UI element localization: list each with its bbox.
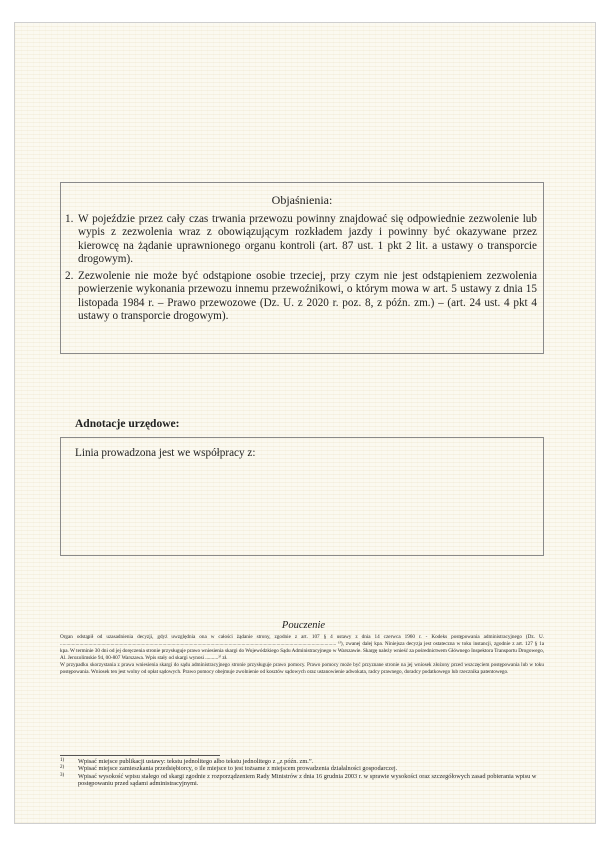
- footnote-divider: [60, 755, 220, 756]
- explanation-number: 1.: [65, 213, 74, 225]
- explanations-list: [65, 213, 537, 327]
- explanations-title: Objaśnienia:: [271, 193, 333, 207]
- footnote-item: [60, 773, 544, 788]
- footnotes: [60, 758, 544, 788]
- footnote-text: Wpisać miejsce zamieszkania przedsiębiorcy, o ile miejsce to jest tożsame z miejscem prowadzenia działalności gospodarczej.: [78, 765, 398, 773]
- explanation-text: Zezwolenie nie może być odstąpione osobie trzeciej, przy czym nie jest odstąpieniem zezwolenia powierzenie wykonania przewozu innemu przewoźnikowi, o którym mowa w art. 5 ustawy z dnia 15 listopada 1984 r. – Prawo przewozowe (Dz. U. z 2020 r. poz. 8, z późn. zm.) – (art. 24 ust. 4 pkt 4 ustawy o transporcie drogowym).: [78, 270, 537, 323]
- explanations-box: [60, 182, 544, 354]
- explanation-number: 2.: [65, 270, 74, 283]
- footnote-number: 3): [60, 772, 65, 778]
- annotations-box: [60, 437, 544, 556]
- instruction-title: Pouczenie: [281, 620, 326, 631]
- explanation-item: [65, 270, 537, 323]
- instruction-body: [60, 634, 544, 676]
- annotations-line-text: Linia prowadzona jest we współpracy z:: [75, 447, 256, 459]
- footnote-item: [60, 765, 544, 772]
- footnote-number: 1): [60, 758, 65, 763]
- explanation-text: W pojeździe przez cały czas trwania przewozu powinny znajdować się odpowiednie zezwolenie lub wypis z zezwolenia wraz z obowiązującym rozkładem jazdy i powinny być okazywane przez kierowcę na żądanie uprawnionego organu kontroli (art. 87 ust. 1 pkt 2 lit. a ustawy o transporcie drogowym).: [78, 213, 537, 265]
- instruction-paragraph: W przypadku skorzystania z prawa wniesienia skargi do sądu administracyjnego stronie przysługuje prawo pomocy. Prawo pomocy może być przyznane stronie na jej wniosek złożony przed wszczęciem postępowania lub w toku postępowania. Wniosek ten jest wolny od opłat sądowych. Prawo pomocy obejmuje zwolnienie od kosztów sądowych oraz ustanowienie adwokata, radcy prawnego, doradcy podatkowego lub rzecznika patentowego.: [60, 662, 544, 675]
- footnote-text: Wpisać miejsce publikacji ustawy: tekstu jednolitego albo tekstu jednolitego z „z późn. zm.”.: [78, 758, 314, 765]
- annotations-label: Adnotacje urzędowe:: [75, 418, 180, 430]
- footnote-text: Wpisać wysokość wpisu stałego od skargi zgodnie z rozporządzeniem Rady Ministrów z dnia 16 grudnia 2003 r. w sprawie wysokości oraz szczegółowych zasad pobierania wpisu w postępowaniu przed sądami administracyjnymi.: [78, 772, 537, 788]
- footnote-item: [60, 758, 544, 765]
- footnote-number: 2): [60, 765, 65, 771]
- instruction-paragraph: Organ odstąpił od uzasadnienia decyzji, gdyż uwzględnia ona w całości żądanie strony, zgodnie z art. 107 § 4 ustawy z dnia 14 czerwca 1960 r. - Kodeks postępowania administracyjnego (Dz. U. ..................................................................................................................................................................................................................... ¹⁾), zwanej dalej kpa. Niniejsza decyzja jest ostateczna w toku instancji, zgodnie z art. 127 § 1a kpa. W terminie 30 dni od jej doręczenia stronie przysługuje prawo wniesienia skargi do Wojewódzkiego Sądu Administracyjnego w Warszawie. Skargę należy wnieść za pośrednictwem Głównego Inspektora Transportu Drogowego, Al. Jerozolimskie 94, 00-807 Warszawa. Wpis stały od skargi wynosi ..........³⁾ zł.: [60, 634, 544, 661]
- explanation-item: [65, 213, 537, 266]
